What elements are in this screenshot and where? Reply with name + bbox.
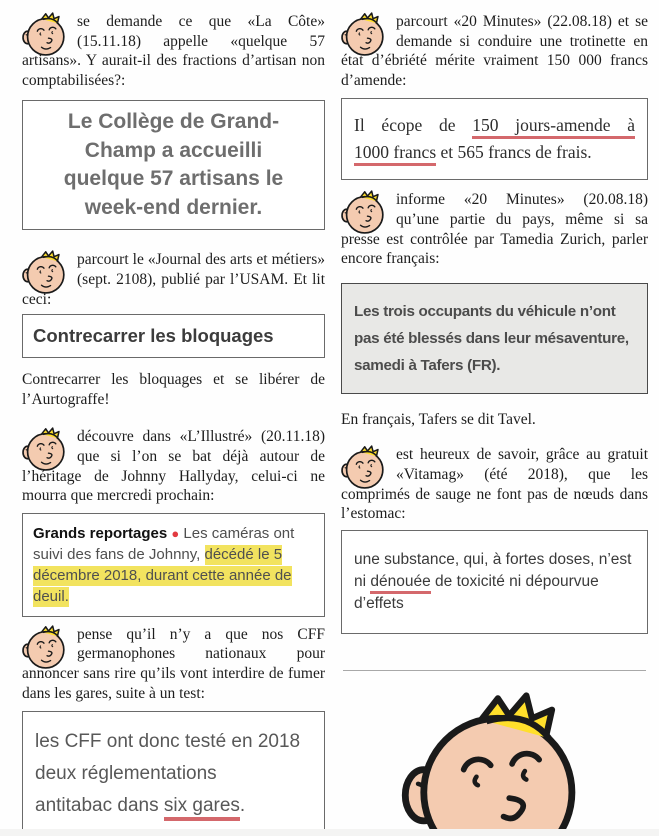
intro-paragraph xyxy=(22,12,325,90)
intro-paragraph xyxy=(22,427,325,505)
highlighted-text: décédé le 5 décembre 2018, durant cette année de deuil. xyxy=(33,545,292,605)
red-underlined-text: 1000 francs xyxy=(354,142,436,166)
press-clipping-quote xyxy=(22,513,325,617)
quote-line: Champ a accueilli xyxy=(84,138,263,162)
press-item-trottinette xyxy=(341,12,648,190)
intro-text: parcourt «20 Minutes» (22.08.18) et se demande si conduire une trotinette en état d’ébriété mérite vraiment 150 000 francs d’amende: xyxy=(341,13,648,89)
quote-text: antitabac dans xyxy=(35,795,164,817)
press-clipping-quote xyxy=(341,283,648,394)
red-underlined-text: six gares xyxy=(164,795,240,821)
press-item-tafers xyxy=(341,190,648,429)
comment-paragraph: En français, Tafers se dit Tavel. xyxy=(341,410,536,428)
quote-text: . xyxy=(239,795,246,817)
intro-text: pense qu’il n’y a que nos CFF germanophones nationaux pour annoncer sans rire qu’ils vont interdire de fumer dans les gares, suite à un test: xyxy=(22,625,325,702)
intro-paragraph xyxy=(341,190,648,268)
intro-paragraph xyxy=(22,250,325,309)
press-item-cff xyxy=(22,625,325,836)
press-clipping-quote xyxy=(22,100,325,230)
quote-text: une substance, qui, à fortes doses, n’est ni xyxy=(354,550,632,590)
quote-line: week-end dernier. xyxy=(84,195,263,219)
left-column xyxy=(22,12,325,836)
quote-line: pas été blessés dans leur mésaventure, xyxy=(354,329,629,347)
quote-line: deux réglementations xyxy=(35,763,217,785)
quote-line: Le Collège de Grand- xyxy=(67,110,280,134)
quote-text: Contrecarrer les bloquages xyxy=(33,325,274,347)
mascot-face-icon xyxy=(341,190,391,229)
quote-line xyxy=(354,112,635,139)
intro-paragraph xyxy=(341,445,648,523)
press-item-la-cote xyxy=(22,12,325,250)
quote-line xyxy=(35,790,312,822)
intro-text: informe «20 Minutes» (20.08.18) qu’une partie du pays, même si sa presse est contrôlée par Tamedia Zurich, parler encore français: xyxy=(341,191,648,268)
press-clipping-quote xyxy=(341,98,648,180)
intro-text: parcourt le «Journal des arts et métiers» (sept. 2108), publié par l’USAM. Et lit ceci: xyxy=(22,251,325,308)
press-clipping-quote xyxy=(341,530,648,634)
intro-text: découvre dans «L’Illustré» (20.11.18) que si l’on se bat déjà autour de l’héritage de Johnny Hallyday, celui-ci ne mourra que mercredi prochain: xyxy=(22,428,325,505)
press-item-usam xyxy=(22,250,325,409)
mascot-face-large xyxy=(341,687,648,836)
press-item-illustre xyxy=(22,427,325,624)
mascot-face-icon xyxy=(341,445,391,484)
intro-paragraph xyxy=(22,625,325,703)
quote-line xyxy=(354,139,635,166)
intro-paragraph xyxy=(341,12,648,90)
press-clipping-quote xyxy=(22,711,325,836)
quote-line: quelque 57 artisans le xyxy=(63,167,284,191)
mascot-face-icon xyxy=(22,12,72,51)
quote-text: Les caméras ont suivi des fans de Johnny, xyxy=(33,524,295,563)
quote-rubric-label: Grands reportages xyxy=(33,524,172,542)
intro-text: se demande ce que «La Côte» (15.11.18) appelle «quelque 57 artisans». Y aurait-il des fractions d’artisan non comptabilisées?: xyxy=(22,13,325,89)
mascot-face-icon xyxy=(22,427,72,466)
scan-edge-strip xyxy=(0,829,659,836)
press-item-vitamag xyxy=(341,445,648,633)
quote-line: samedi à Tafers (FR). xyxy=(354,356,501,374)
quote-text: de toxicité ni dépourvue d’effets xyxy=(354,572,599,612)
quote-text: Il écope de xyxy=(354,115,473,136)
quote-text: et 565 francs de frais. xyxy=(436,142,592,163)
section-divider xyxy=(343,670,646,671)
red-underlined-text: dénouée xyxy=(370,573,430,594)
red-bullet-icon: ● xyxy=(171,525,180,541)
quote-line: les CFF ont donc testé en 2018 xyxy=(35,731,301,753)
mascot-face-icon xyxy=(401,687,589,836)
mascot-face-icon xyxy=(341,12,391,51)
mascot-face-icon xyxy=(22,250,72,289)
right-column xyxy=(341,12,648,836)
comment-paragraph: Contrecarrer les bloquages et se libérer de l’Aurtograffe! xyxy=(22,371,325,408)
quote-line: Les trois occupants du véhicule n’ont xyxy=(354,302,616,320)
red-underlined-text: 150 jours-amende à xyxy=(472,115,635,139)
press-clipping-quote xyxy=(22,314,325,358)
mascot-face-icon xyxy=(22,625,72,664)
intro-text: est heureux de savoir, grâce au gratuit «Vitamag» (été 2018), que les comprimés de sauge ne font pas de nœuds dans l’estomac: xyxy=(341,446,648,523)
